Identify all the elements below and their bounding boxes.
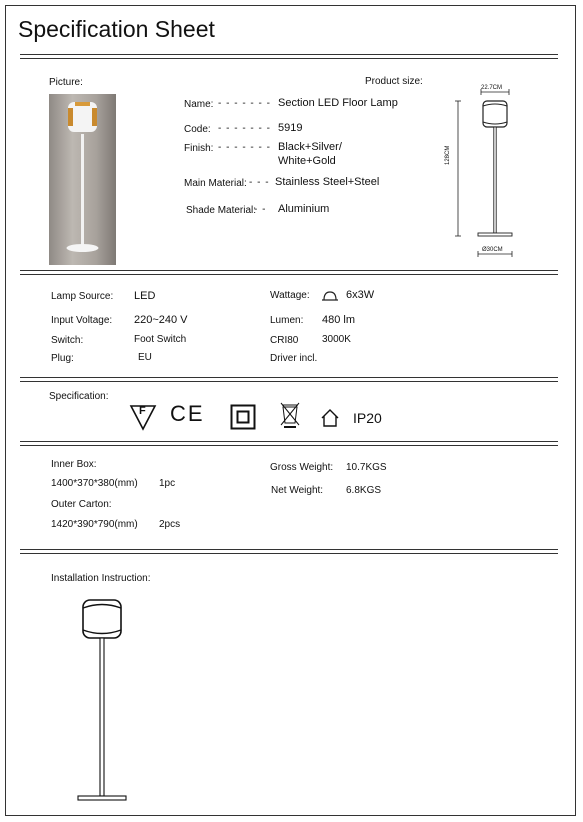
outer-carton-label: Outer Carton: xyxy=(51,499,112,510)
separator xyxy=(20,549,558,554)
dash-leader: - - xyxy=(254,204,267,215)
dimension-height: 128CM xyxy=(445,145,451,165)
shade-material-label: Shade Material: xyxy=(186,205,257,216)
installation-label: Installation Instruction: xyxy=(51,573,151,584)
dimension-top: 22.7CM xyxy=(481,85,503,91)
dash-leader: - - - xyxy=(249,177,270,188)
plug-label: Plug: xyxy=(51,353,74,364)
switch-value: Foot Switch xyxy=(134,334,187,345)
input-voltage-value: 220~240 V xyxy=(134,314,188,326)
wattage-label: Wattage: xyxy=(270,290,310,301)
installation-drawing xyxy=(70,588,140,808)
finish-value-1: Black+Silver/ xyxy=(278,141,342,153)
product-photo xyxy=(49,94,116,265)
switch-label: Switch: xyxy=(51,335,84,346)
main-material-label: Main Material: xyxy=(184,178,247,189)
main-material-value: Stainless Steel+Steel xyxy=(275,176,380,188)
input-voltage-label: Input Voltage: xyxy=(51,315,113,326)
separator xyxy=(20,270,558,275)
indoor-use-icon xyxy=(320,408,340,428)
finish-label: Finish: xyxy=(184,143,214,154)
inner-box-size: 1400*370*380(mm) xyxy=(51,478,138,489)
page-title: Specification Sheet xyxy=(18,16,215,42)
net-weight-value: 6.8KGS xyxy=(346,485,382,496)
ce-mark-icon: CE xyxy=(170,401,205,426)
dash-leader: - - - - - - - xyxy=(218,98,271,109)
weee-bin-icon xyxy=(278,401,302,429)
cri-value: 3000K xyxy=(322,334,351,345)
dash-leader: - - - - - - - xyxy=(218,142,271,153)
bulb-icon xyxy=(320,290,340,302)
dash-leader: - - - - - - - xyxy=(218,123,271,134)
product-size-label: Product size: xyxy=(365,76,423,87)
code-value: 5919 xyxy=(278,122,303,134)
product-dimension-drawing xyxy=(445,80,535,260)
wattage-value: 6x3W xyxy=(346,289,375,301)
lamp-source-value: LED xyxy=(134,290,156,302)
separator xyxy=(20,441,558,446)
ip-rating: IP20 xyxy=(353,410,382,426)
finish-value-2: White+Gold xyxy=(278,155,336,167)
f-mark-letter: F xyxy=(139,405,146,417)
code-label: Code: xyxy=(184,124,211,135)
cri-label: CRI80 xyxy=(270,335,299,346)
double-insulation-icon xyxy=(230,404,256,430)
gross-weight-value: 10.7KGS xyxy=(346,462,387,473)
net-weight-label: Net Weight: xyxy=(271,485,324,496)
separator xyxy=(20,377,558,382)
outer-carton-qty: 2pcs xyxy=(159,519,181,530)
separator xyxy=(20,54,558,59)
specification-label: Specification: xyxy=(49,391,109,402)
lumen-value: 480 lm xyxy=(322,314,356,326)
dimension-base: Ø30CM xyxy=(482,247,503,253)
name-value: Section LED Floor Lamp xyxy=(278,97,398,109)
name-label: Name: xyxy=(184,99,214,110)
lamp-source-label: Lamp Source: xyxy=(51,291,114,302)
shade-material-value: Aluminium xyxy=(278,203,330,215)
lumen-label: Lumen: xyxy=(270,315,304,326)
lamp-photo-illustration xyxy=(49,94,116,265)
driver-label: Driver incl. xyxy=(270,353,318,364)
outer-carton-size: 1420*390*790(mm) xyxy=(51,519,138,530)
gross-weight-label: Gross Weight: xyxy=(270,462,334,473)
plug-value: EU xyxy=(138,352,152,363)
inner-box-label: Inner Box: xyxy=(51,459,97,470)
inner-box-qty: 1pc xyxy=(159,478,176,489)
picture-label: Picture: xyxy=(49,77,83,88)
